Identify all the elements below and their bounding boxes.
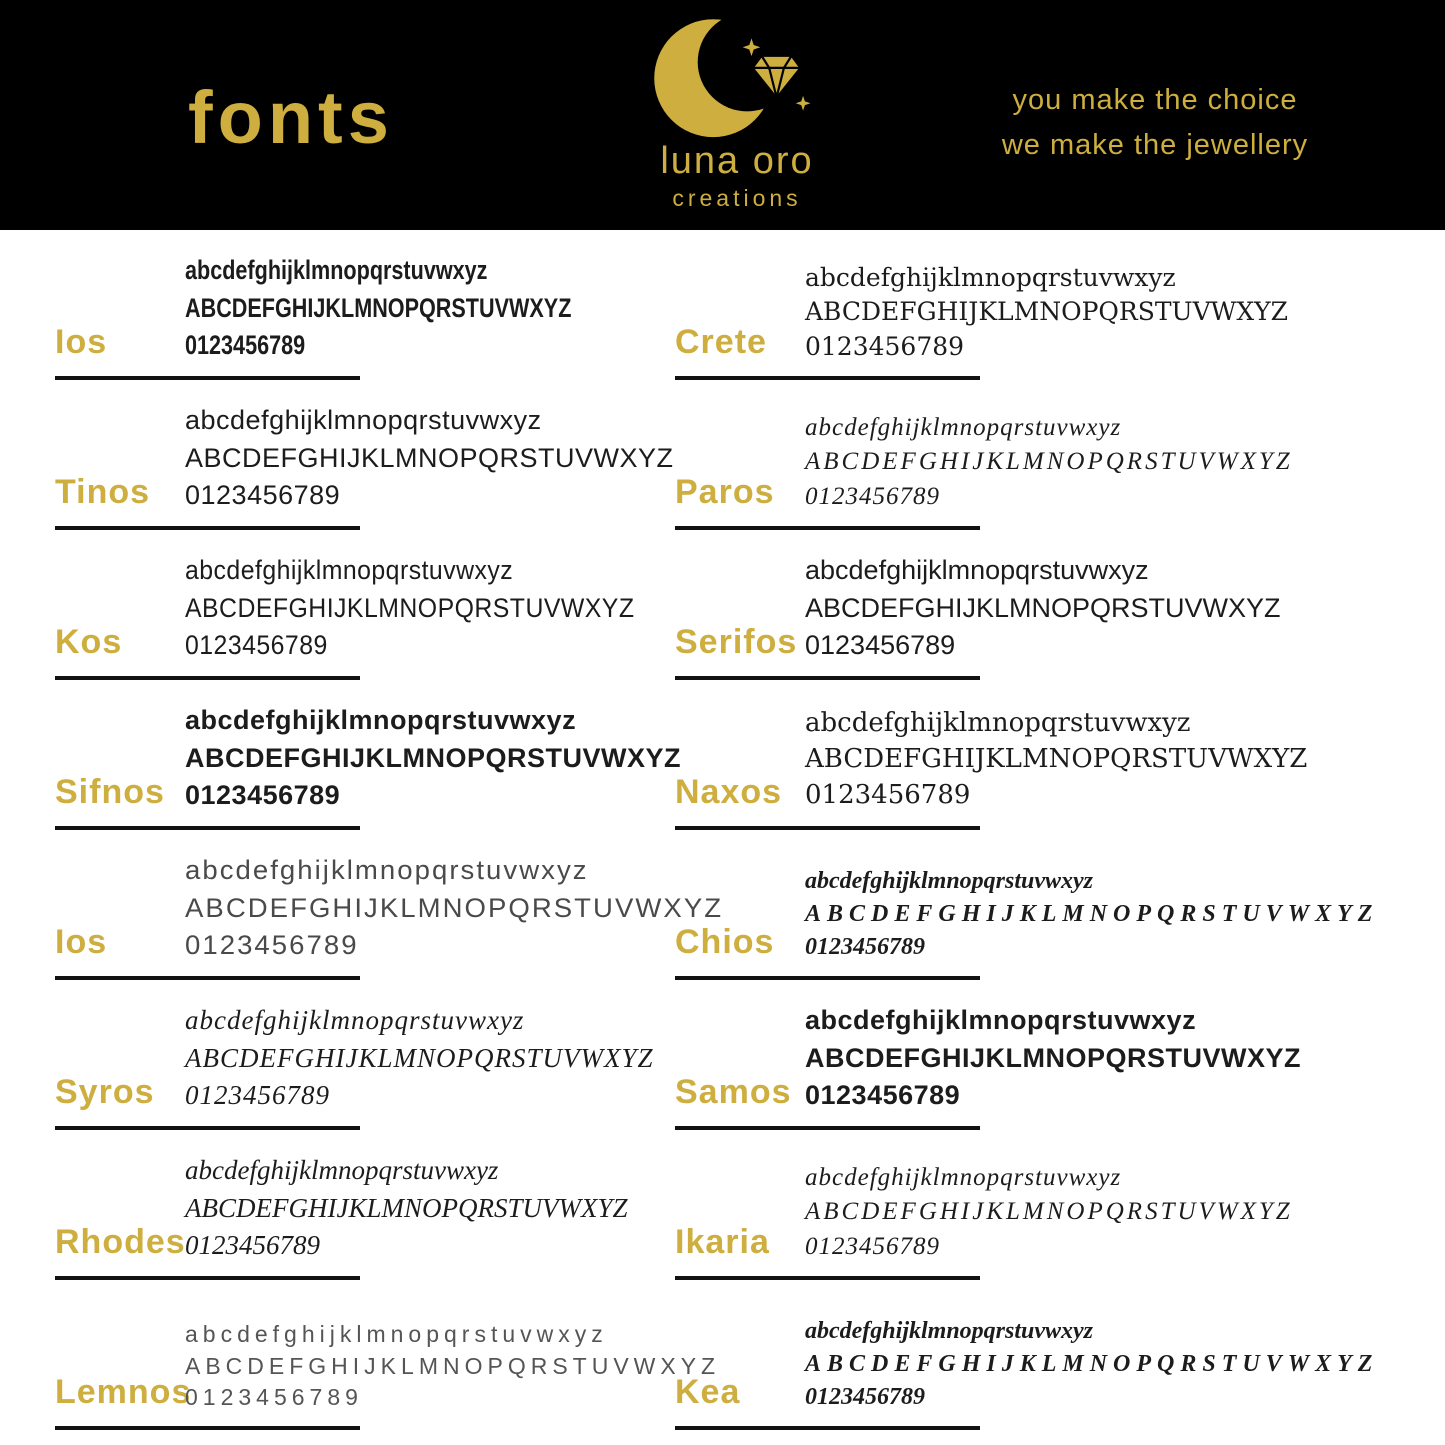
sample-lowercase: abcdefghijklmnopqrstuvwxyz [185,855,589,886]
sample-digits: 0123456789 [185,329,306,360]
font-row [55,680,682,830]
sample-lowercase: abcdefghijklmnopqrstuvwxyz [805,1317,1094,1344]
font-name-label: Ios [55,923,108,961]
font-row [675,380,1445,530]
font-row [675,680,1445,830]
sample-digits: 0123456789 [185,779,341,810]
font-name-label: Sifnos [55,773,165,811]
sample-digits: 0123456789 [805,331,965,361]
font-name-label: Ios [55,323,108,361]
moon-diamond-icon [612,6,862,146]
font-row [675,830,1445,980]
sample-uppercase: ABCDEFGHIJKLMNOPQRSTUVWXYZ [185,1352,721,1379]
sample-underline [55,376,360,380]
sample-underline [55,976,360,980]
sample-digits: 0123456789 [185,1229,320,1260]
font-row [675,1280,1445,1430]
font-row [675,980,1445,1130]
specimen-column-right [675,230,1445,1430]
font-sample [805,261,1288,365]
sample-uppercase: ABCDEFGHIJKLMNOPQRSTUVWXYZ [805,1350,1379,1377]
sample-digits: 0123456789 [805,1079,961,1110]
sample-digits: 0123456789 [805,1232,940,1260]
font-name-label: Serifos [675,623,798,661]
font-row [55,1130,675,1280]
font-row [675,230,1445,380]
sample-underline [675,1276,980,1280]
font-sample [185,402,674,514]
sample-uppercase: ABCDEFGHIJKLMNOPQRSTUVWXYZ [805,744,1308,775]
sample-uppercase: ABCDEFGHIJKLMNOPQRSTUVWXYZ [805,297,1289,326]
header-banner [0,0,1445,230]
font-row [55,530,675,680]
sample-underline [675,1126,980,1130]
font-name-label: Syros [55,1073,155,1111]
sample-underline [55,676,360,680]
sample-underline [55,826,360,830]
sample-lowercase: abcdefghijklmnopqrstuvwxyz [805,867,1094,894]
sample-lowercase: abcdefghijklmnopqrstuvwxyz [805,555,1149,586]
sample-digits: 0123456789 [185,1384,363,1411]
font-sample [185,702,681,814]
page-title: fonts [188,76,394,159]
font-name-label: Naxos [675,773,783,811]
sample-lowercase: abcdefghijklmnopqrstuvwxyz [805,413,1122,441]
font-sample [805,1161,1293,1265]
sample-underline [55,1126,360,1130]
sample-uppercase: ABCDEFGHIJKLMNOPQRSTUVWXYZ [805,1198,1293,1225]
brand-logo [612,6,862,212]
font-row [675,530,1445,680]
sample-digits: 0123456789 [805,482,940,510]
sample-uppercase: ABCDEFGHIJKLMNOPQRSTUVWXYZ [185,292,572,323]
sample-uppercase: ABCDEFGHIJKLMNOPQRSTUVWXYZ [185,1042,654,1073]
sample-underline [55,1426,360,1430]
font-sample [185,252,571,364]
sample-digits: 0123456789 [805,629,956,660]
sample-digits: 0123456789 [185,929,359,960]
sample-uppercase: ABCDEFGHIJKLMNOPQRSTUVWXYZ [185,592,635,623]
sample-uppercase: ABCDEFGHIJKLMNOPQRSTUVWXYZ [805,592,1281,623]
font-name-label: Kea [675,1373,741,1411]
sample-uppercase: ABCDEFGHIJKLMNOPQRSTUVWXYZ [805,1042,1302,1073]
sample-uppercase: ABCDEFGHIJKLMNOPQRSTUVWXYZ [185,442,674,473]
tagline-line2: we make the jewellery [1001,128,1309,161]
sample-lowercase: abcdefghijklmnopqrstuvwxyz [185,555,514,586]
sample-uppercase: ABCDEFGHIJKLMNOPQRSTUVWXYZ [805,448,1293,475]
font-row [55,380,675,530]
sample-underline [675,376,980,380]
font-sample [805,552,1281,664]
font-name-label: Ikaria [675,1223,770,1261]
sample-lowercase: abcdefghijklmnopqrstuvwxyz [805,708,1191,739]
sample-lowercase: abcdefghijklmnopqrstuvwxyz [185,1320,608,1347]
sample-underline [675,976,980,980]
sample-uppercase: ABCDEFGHIJKLMNOPQRSTUVWXYZ [805,900,1379,927]
font-sample [185,552,634,664]
font-sample [805,411,1293,515]
font-row [55,830,724,980]
tagline-line1: you make the choice [1012,84,1298,116]
font-name-label: Samos [675,1073,792,1111]
brand-subtitle: creations [672,185,802,211]
font-sample [805,865,1378,964]
sample-lowercase: abcdefghijklmnopqrstuvwxyz [805,1005,1197,1036]
font-name-label: Paros [675,473,775,511]
brand-name: luna oro [660,140,814,182]
font-name-label: Kos [55,623,123,661]
font-sample [185,1002,653,1114]
sample-underline [675,676,980,680]
sample-uppercase: ABCDEFGHIJKLMNOPQRSTUVWXYZ [185,1192,628,1223]
font-name-label: Chios [675,923,775,961]
font-sample [185,852,723,964]
sample-digits: 0123456789 [805,1383,925,1410]
sample-uppercase: ABCDEFGHIJKLMNOPQRSTUVWXYZ [185,892,724,923]
font-sample [805,706,1307,814]
sample-underline [675,826,980,830]
font-sample [805,1315,1378,1414]
font-sample [805,1002,1301,1114]
tagline [985,78,1325,168]
sample-digits: 0123456789 [805,780,971,811]
sample-underline [675,526,980,530]
font-row [55,230,675,380]
sample-digits: 0123456789 [185,479,341,510]
font-name-label: Tinos [55,473,151,511]
sample-digits: 0123456789 [805,933,925,960]
font-sample [185,1152,627,1264]
sample-lowercase: abcdefghijklmnopqrstuvwxyz [185,705,577,736]
font-specimen-grid [0,230,1445,1430]
sample-underline [675,1426,980,1430]
sample-lowercase: abcdefghijklmnopqrstuvwxyz [185,255,488,286]
font-name-label: Lemnos [55,1373,192,1411]
font-name-label: Rhodes [55,1223,186,1261]
font-row [675,1130,1445,1280]
sample-lowercase: abcdefghijklmnopqrstuvwxyz [185,1005,525,1036]
font-sample [185,1319,720,1414]
sample-digits: 0123456789 [185,629,328,660]
font-row [55,980,675,1130]
sample-underline [55,526,360,530]
sample-underline [55,1276,360,1280]
font-name-label: Crete [675,323,767,361]
sample-lowercase: abcdefghijklmnopqrstuvwxyz [185,1155,499,1186]
sample-digits: 0123456789 [185,1079,330,1110]
sample-uppercase: ABCDEFGHIJKLMNOPQRSTUVWXYZ [185,742,682,773]
sample-lowercase: abcdefghijklmnopqrstuvwxyz [185,405,542,436]
sample-lowercase: abcdefghijklmnopqrstuvwxyz [805,1163,1122,1191]
sample-lowercase: abcdefghijklmnopqrstuvwxyz [805,262,1176,292]
